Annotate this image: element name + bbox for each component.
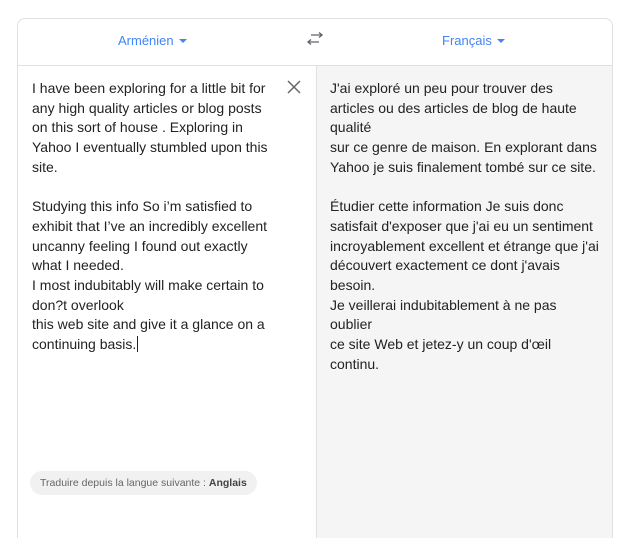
close-icon[interactable] bbox=[286, 79, 302, 95]
detect-prefix: Traduire depuis la langue suivante : bbox=[40, 477, 209, 489]
source-text: I have been exploring for a little bit for any high quality articles or blog posts on this sort of house . Exploring in Yahoo I eventually stumbled upon this site. Studying this info So i’m satisfied to exhibit that I’ve an incredibly excellent uncanny feeling I found out exactly what I needed. I most indubitably will make certain to don?t overlook this web site and give it a glance on a continuing basis. bbox=[32, 80, 268, 353]
translated-text: J'ai exploré un peu pour trouver des articles ou des articles de blog de haute qualité sur ce genre de maison. En explorant dans Yahoo je suis finalement tombé sur ce site. Étudier cette information Je suis donc satisfait d'exposer que j'ai eu un sentiment incroyablement excellent et étrange que j'ai découvert exactement ce dont j'avais besoin. Je veillerai indubitablement à ne pas oublier ce site Web et jetez-y un coup d'œil continu. bbox=[330, 80, 599, 372]
target-language-selector[interactable] bbox=[442, 33, 505, 48]
translation-pane bbox=[316, 66, 613, 538]
translate-card bbox=[17, 18, 613, 538]
detect-language: Anglais bbox=[208, 477, 247, 489]
caret-down-icon bbox=[179, 39, 187, 43]
language-bar bbox=[18, 19, 613, 66]
source-pane bbox=[18, 66, 316, 538]
text-cursor bbox=[137, 336, 138, 352]
caret-down-icon bbox=[497, 39, 505, 43]
source-language-label: Arménien bbox=[118, 33, 174, 48]
source-language-selector[interactable] bbox=[118, 33, 187, 48]
source-text-input[interactable] bbox=[32, 79, 277, 355]
detected-language-chip[interactable] bbox=[30, 471, 257, 495]
target-language-label: Français bbox=[442, 33, 492, 48]
swap-arrows-icon[interactable] bbox=[305, 32, 325, 50]
